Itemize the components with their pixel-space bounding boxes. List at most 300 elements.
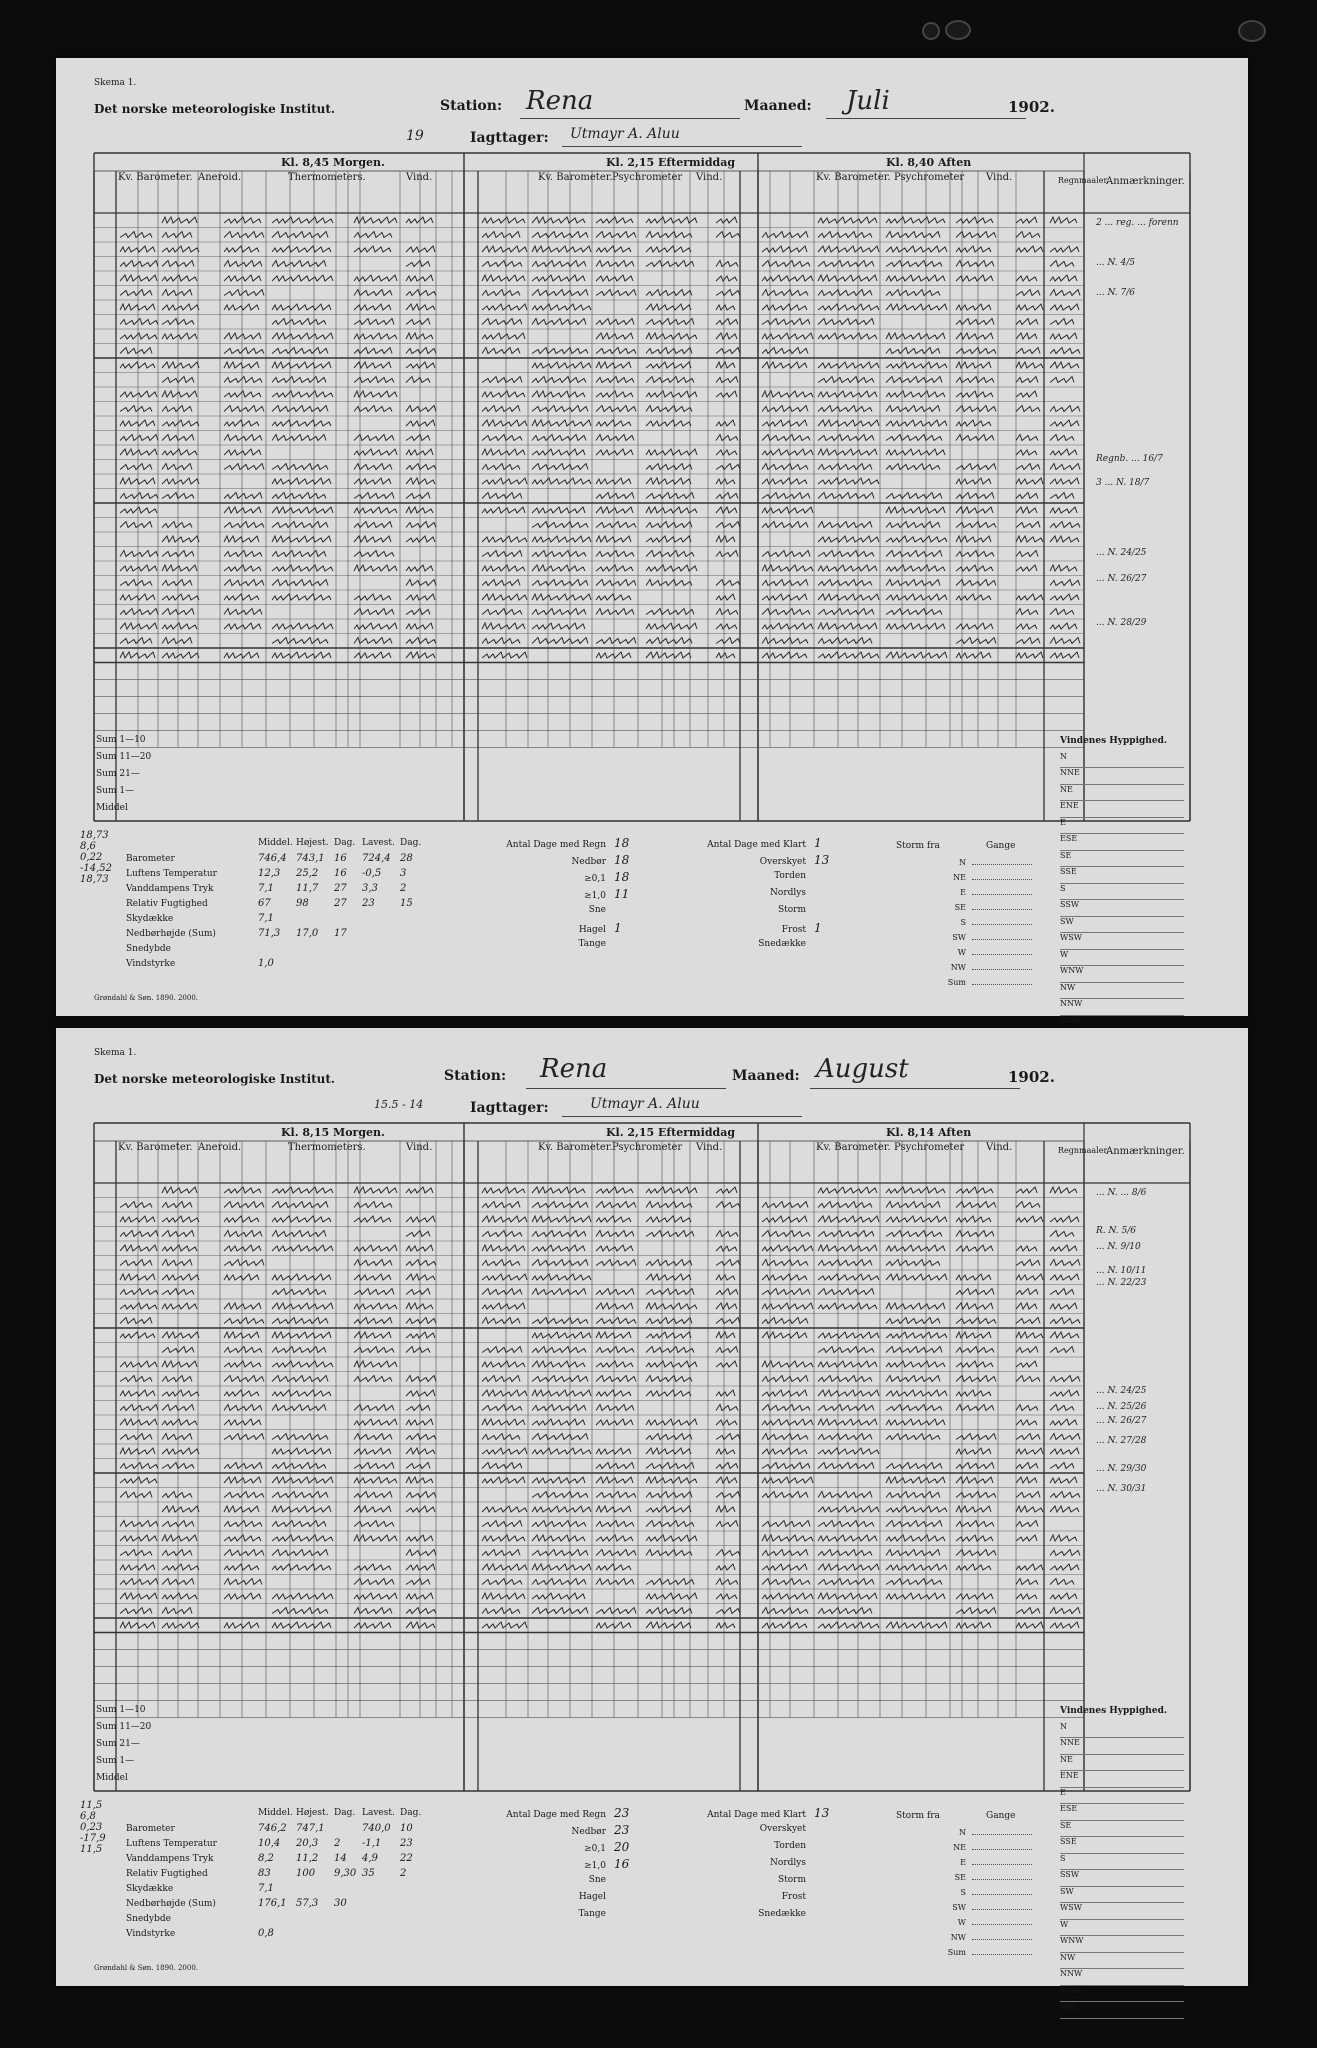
col-vind-3: Vind.	[986, 1142, 1013, 1153]
storm-direction: S	[960, 1888, 966, 1897]
summary-value: 7,1	[258, 1883, 274, 1894]
count-label: Torden	[774, 1841, 806, 1851]
col-remarks: Anmærkninger.	[1106, 1146, 1185, 1157]
count-row	[676, 1806, 854, 1823]
wind-frequency-table	[1060, 1706, 1184, 2019]
summary-label: Skydække	[126, 1884, 174, 1894]
summary-value: 7,1	[258, 883, 274, 894]
period-afternoon: Eftermiddag	[658, 156, 736, 169]
row-middel: Middel	[96, 1773, 128, 1783]
sum-h-dag2: Dag.	[400, 1808, 422, 1818]
summary-value: 10	[400, 1823, 413, 1834]
sum-h-dag: Dag.	[334, 1808, 356, 1818]
count-label: ≥0,1	[584, 1844, 606, 1854]
summary-row	[126, 1913, 456, 1928]
count-value: 18	[614, 870, 630, 884]
form-number: Skema 1.	[94, 1048, 137, 1058]
wind-direction: S	[1060, 1853, 1066, 1863]
summary-label: Skydække	[126, 914, 174, 924]
summary-value: 740,0	[362, 1823, 391, 1834]
remark: ... N. 22/23	[1096, 1278, 1147, 1288]
storm-counts	[896, 840, 1032, 992]
count-row	[476, 938, 654, 955]
sum-h-lavest: Lavest.	[362, 838, 395, 848]
wind-direction: WNW	[1060, 1936, 1084, 1945]
remark: ... N. 25/26	[1096, 1402, 1147, 1412]
summary-row	[126, 1868, 456, 1883]
wind-frequency-title: Vindenes Hyppighed.	[1060, 1706, 1168, 1716]
calc-line: 0,22	[80, 852, 103, 863]
remark: ... N. ... 8/6	[1096, 1188, 1147, 1198]
storm-direction: SW	[952, 1903, 966, 1912]
summary-value: 67	[258, 898, 271, 909]
rain-day-counts	[476, 836, 654, 955]
count-row	[676, 887, 854, 904]
observer-value: Utmayr A. Aluu	[590, 1096, 700, 1112]
wind-direction: E	[1060, 817, 1066, 827]
sum-h-hojest: Højest.	[296, 1808, 329, 1818]
summary-value: 2	[400, 883, 407, 894]
count-label: Sne	[588, 1875, 606, 1885]
year-value: 1902.	[1008, 1068, 1055, 1086]
wind-direction: W	[1060, 949, 1069, 959]
wind-direction: NNE	[1060, 768, 1080, 777]
wind-direction: SE	[1060, 1820, 1072, 1830]
count-label: Snedække	[758, 939, 806, 949]
summary-value: -0,5	[362, 868, 382, 879]
calc-line: 11,5	[80, 1844, 103, 1855]
wind-direction: ENE	[1060, 801, 1079, 810]
period-kl-afternoon: Kl. 2,15	[606, 156, 655, 169]
storm-direction: N	[959, 1828, 966, 1837]
wind-frequency-table	[1060, 736, 1184, 1049]
count-label: Nordlys	[770, 888, 806, 898]
count-row	[676, 836, 854, 853]
storm-direction: E	[960, 1858, 966, 1867]
col-psychrometer-2: Psychrometer	[612, 172, 683, 183]
storm-direction: N	[959, 858, 966, 867]
count-value: 11	[614, 887, 630, 901]
summary-value: 22	[400, 1853, 413, 1864]
count-row	[476, 853, 654, 870]
row-sum-1-10: Sum 1—10	[96, 1705, 146, 1715]
summary-value: 35	[362, 1868, 375, 1879]
summary-value: 98	[296, 898, 309, 909]
remark: ... N. 26/27	[1096, 574, 1147, 584]
count-label: ≥1,0	[584, 891, 606, 901]
storm-direction: SE	[954, 903, 966, 912]
wind-direction: WSW	[1060, 933, 1082, 942]
summary-value: 17	[334, 928, 347, 939]
period-morning: Morgen.	[333, 1126, 385, 1139]
col-barometer-3: Kv. Barometer.	[816, 172, 891, 183]
count-row	[476, 1840, 654, 1857]
summary-label: Luftens Temperatur	[126, 869, 217, 879]
observer-label: Iagttager:	[470, 130, 549, 146]
storm-direction: Sum	[947, 1948, 966, 1957]
count-row	[476, 1823, 654, 1840]
storm-counts	[896, 1810, 1032, 1962]
row-sum-11-20: Sum 11—20	[96, 1722, 152, 1732]
summary-value: 3	[400, 868, 407, 879]
col-barometer: Kv. Barometer.	[118, 1142, 193, 1153]
month-label: Maaned:	[744, 98, 812, 114]
observation-table	[94, 153, 1190, 821]
summary-label: Vanddampens Tryk	[126, 884, 214, 894]
col-aneroid: Aneroid.	[198, 172, 242, 183]
remark: ... N. 24/25	[1096, 548, 1147, 558]
col-psychrometer-3: Psychrometer	[894, 1142, 965, 1153]
count-label: Nedbør	[571, 1827, 606, 1837]
count-label: Overskyet	[759, 1824, 806, 1834]
count-label: ≥1,0	[584, 1861, 606, 1871]
wind-direction: Sum	[1060, 2002, 1079, 2011]
count-row	[676, 1891, 854, 1908]
summary-value: 11,2	[296, 1853, 319, 1864]
summary-value: 746,2	[258, 1823, 287, 1834]
wind-direction: SSW	[1060, 900, 1080, 909]
period-evening: Aften	[938, 156, 972, 169]
summary-value: 746,4	[258, 853, 287, 864]
summary-value: 176,1	[258, 1898, 287, 1909]
summary-value: 16	[334, 853, 347, 864]
count-row	[476, 887, 654, 904]
count-value: 16	[614, 1857, 630, 1871]
summary-label: Luftens Temperatur	[126, 1839, 217, 1849]
col-thermometers: Thermometers.	[288, 172, 366, 183]
station-label: Station:	[444, 1068, 507, 1084]
register-sheet-august	[56, 1028, 1248, 2011]
count-label: Tange	[578, 939, 606, 949]
station-value: Rena	[526, 86, 594, 116]
count-row	[676, 1823, 854, 1840]
storm-direction: SE	[954, 1873, 966, 1882]
month-label: Maaned:	[732, 1068, 800, 1084]
count-row	[676, 853, 854, 870]
binder-hole	[922, 22, 940, 40]
wind-direction: WNW	[1060, 966, 1084, 975]
sum-h-dag: Dag.	[334, 838, 356, 848]
count-row	[476, 836, 654, 853]
summary-label: Nedbørhøjde (Sum)	[126, 929, 216, 939]
count-row	[676, 1857, 854, 1874]
binder-hole	[1238, 20, 1266, 42]
remark: R. N. 5/6	[1096, 1226, 1137, 1236]
summary-row	[126, 913, 456, 928]
summary-value: 1,0	[258, 958, 274, 969]
wind-direction: Stille	[1060, 1985, 1082, 1995]
summary-value: 747,1	[296, 1823, 325, 1834]
count-row	[676, 1840, 854, 1857]
sum-h-middel: Middel.	[258, 838, 293, 848]
summary-value: 8,2	[258, 1853, 274, 1864]
count-label: Sne	[588, 905, 606, 915]
summary-row	[126, 1823, 456, 1838]
count-value: 1	[814, 836, 822, 850]
wind-direction: NE	[1060, 1754, 1073, 1764]
col-regn: Regnmaaler.	[1058, 176, 1109, 185]
calc-line: 6,8	[80, 1811, 96, 1822]
observer-number: 19	[406, 128, 424, 144]
wind-direction: E	[1060, 1787, 1066, 1797]
storm-direction: NW	[950, 1933, 966, 1942]
sky-day-counts	[676, 1806, 854, 1925]
calc-line: -14,52	[80, 863, 113, 874]
col-barometer-2: Kv. Barometer.	[538, 1142, 613, 1153]
wind-direction: ESE	[1060, 1804, 1078, 1813]
storm-title: Storm fra	[896, 841, 940, 851]
count-label: Antal Dage med Regn	[506, 1810, 606, 1820]
remark: 3 ... N. 18/7	[1096, 478, 1150, 488]
count-label: Antal Dage med Klart	[707, 840, 806, 850]
summary-value: 0,8	[258, 1928, 274, 1939]
remark: ... N. 26/27	[1096, 1416, 1147, 1426]
remark: ... N. 29/30	[1096, 1464, 1147, 1474]
summary-value: 14	[334, 1853, 347, 1864]
observer-number: 15.5 - 14	[374, 1098, 424, 1111]
summary-value: 25,2	[296, 868, 319, 879]
summary-label: Vindstyrke	[126, 959, 176, 969]
summary-value: 2	[334, 1838, 341, 1849]
count-label: Antal Dage med Regn	[506, 840, 606, 850]
wind-direction: N	[1060, 751, 1067, 761]
summary-value: 12,3	[258, 868, 281, 879]
remark: ... N. 30/31	[1096, 1484, 1147, 1494]
summary-value: -1,1	[362, 1838, 382, 1849]
count-label: Nordlys	[770, 1858, 806, 1868]
count-label: ≥0,1	[584, 874, 606, 884]
wind-direction: SE	[1060, 850, 1072, 860]
summary-value: 4,9	[362, 1853, 378, 1864]
calc-line: -17,9	[80, 1833, 106, 1844]
wind-direction: NE	[1060, 784, 1073, 794]
count-row	[476, 1857, 654, 1874]
wind-direction: NNE	[1060, 1738, 1080, 1747]
storm-gange: Gange	[986, 841, 1016, 851]
wind-direction: NNW	[1060, 1969, 1083, 1978]
storm-direction: NE	[953, 1843, 966, 1852]
col-aneroid: Aneroid.	[198, 1142, 242, 1153]
storm-direction: S	[960, 918, 966, 927]
period-afternoon: Eftermiddag	[658, 1126, 736, 1139]
summary-row	[126, 1928, 456, 1943]
month-value: Juli	[846, 86, 890, 116]
storm-gange: Gange	[986, 1811, 1016, 1821]
count-label: Snedække	[758, 1909, 806, 1919]
summary-value: 27	[334, 898, 347, 909]
summary-label: Relativ Fugtighed	[126, 899, 208, 909]
count-row	[476, 870, 654, 887]
row-sum-1: Sum 1—	[96, 1756, 135, 1766]
summary-row	[126, 928, 456, 943]
observation-table	[94, 1123, 1190, 1791]
col-vind: Vind.	[406, 1142, 433, 1153]
count-label: Torden	[774, 871, 806, 881]
remark: ... N. 4/5	[1096, 258, 1135, 268]
summary-row	[126, 1853, 456, 1868]
summary-label: Relativ Fugtighed	[126, 1869, 208, 1879]
storm-direction: W	[957, 1918, 966, 1927]
remark: ... N. 10/11	[1096, 1266, 1147, 1276]
summary-value: 16	[334, 868, 347, 879]
summary-value: 15	[400, 898, 413, 909]
summary-value: 17,0	[296, 928, 319, 939]
observer-label: Iagttager:	[470, 1100, 549, 1116]
summary-value: 2	[400, 1868, 407, 1879]
summary-value: 71,3	[258, 928, 281, 939]
summary-value: 23	[400, 1838, 413, 1849]
count-row	[676, 1874, 854, 1891]
wind-direction: NW	[1060, 1952, 1076, 1962]
remark: 2 ... reg. ... forenn	[1096, 218, 1179, 228]
summary-value: 743,1	[296, 853, 325, 864]
col-remarks: Anmærkninger.	[1106, 176, 1185, 187]
storm-direction: E	[960, 888, 966, 897]
summary-value: 100	[296, 1868, 316, 1879]
printer-imprint: Grøndahl & Søn. 1890. 2000.	[94, 1964, 199, 1972]
period-kl-morning: Kl. 8,15	[281, 1126, 330, 1139]
summary-row	[126, 853, 456, 868]
storm-direction: Sum	[947, 978, 966, 987]
col-barometer: Kv. Barometer.	[118, 172, 193, 183]
col-vind: Vind.	[406, 172, 433, 183]
calc-line: 18,73	[80, 874, 109, 885]
col-regn: Regnmaaler.	[1058, 1146, 1109, 1155]
storm-direction: W	[957, 948, 966, 957]
station-value: Rena	[540, 1054, 608, 1084]
count-label: Tange	[578, 1909, 606, 1919]
count-label: Antal Dage med Klart	[707, 1810, 806, 1820]
summary-label: Vindstyrke	[126, 1929, 176, 1939]
count-row	[476, 1891, 654, 1908]
rain-day-counts	[476, 1806, 654, 1925]
summary-value: 7,1	[258, 913, 274, 924]
row-sum-21: Sum 21—	[96, 769, 140, 779]
remark: ... N. 24/25	[1096, 1386, 1147, 1396]
count-label: Hagel	[578, 925, 606, 935]
summary-row	[126, 958, 456, 973]
summary-label: Nedbørhøjde (Sum)	[126, 1899, 216, 1909]
summary-label: Vanddampens Tryk	[126, 1854, 214, 1864]
summary-value: 83	[258, 1868, 271, 1879]
summary-row	[126, 898, 456, 913]
summary-label: Barometer	[126, 1824, 175, 1834]
col-psychrometer-3: Psychrometer	[894, 172, 965, 183]
institute-name: Det norske meteorologiske Institut.	[94, 1072, 336, 1086]
row-sum-11-20: Sum 11—20	[96, 752, 152, 762]
count-value: 18	[614, 853, 630, 867]
count-value: 1	[614, 921, 622, 935]
wind-direction: NW	[1060, 982, 1076, 992]
storm-direction: SW	[952, 933, 966, 942]
count-row	[676, 870, 854, 887]
month-value: August	[816, 1054, 909, 1084]
period-kl-morning: Kl. 8,45	[281, 156, 330, 169]
wind-direction: ESE	[1060, 834, 1078, 843]
wind-direction: NNW	[1060, 999, 1083, 1008]
summary-value: 23	[362, 898, 375, 909]
sky-day-counts	[676, 836, 854, 955]
col-vind-2: Vind.	[696, 172, 723, 183]
sum-h-middel: Middel.	[258, 1808, 293, 1818]
count-row	[676, 1908, 854, 1925]
form-number: Skema 1.	[94, 78, 137, 88]
count-label: Storm	[777, 905, 806, 915]
row-sum-1: Sum 1—	[96, 786, 135, 796]
calc-line: 18,73	[80, 830, 109, 841]
count-row	[476, 921, 654, 938]
count-label: Storm	[777, 1875, 806, 1885]
year-value: 1902.	[1008, 98, 1055, 116]
period-kl-evening: Kl. 8,40	[886, 156, 935, 169]
count-row	[676, 938, 854, 955]
col-vind-2: Vind.	[696, 1142, 723, 1153]
remark: ... N. 7/6	[1096, 288, 1135, 298]
count-value: 13	[814, 853, 830, 867]
storm-direction: NW	[950, 963, 966, 972]
wind-direction: SSE	[1060, 867, 1077, 876]
side-calculation	[80, 830, 112, 885]
count-row	[676, 904, 854, 921]
wind-direction: Stille	[1060, 1015, 1082, 1025]
summary-row	[126, 943, 456, 958]
summary-value: 28	[400, 853, 413, 864]
wind-direction: SW	[1060, 916, 1074, 926]
period-kl-evening: Kl. 8,14	[886, 1126, 935, 1139]
summary-row	[126, 1898, 456, 1913]
wind-direction: SSW	[1060, 1870, 1080, 1879]
sum-h-hojest: Højest.	[296, 838, 329, 848]
remark: Regnb. ... 16/7	[1096, 454, 1163, 464]
storm-title: Storm fra	[896, 1811, 940, 1821]
period-kl-afternoon: Kl. 2,15	[606, 1126, 655, 1139]
wind-direction: ENE	[1060, 1771, 1079, 1780]
storm-direction: NE	[953, 873, 966, 882]
count-row	[476, 1908, 654, 1925]
binder-hole	[945, 20, 971, 40]
summary-value: 30	[334, 1898, 347, 1909]
summary-label: Snedybde	[126, 1914, 171, 1924]
wind-direction: N	[1060, 1721, 1067, 1731]
count-row	[476, 904, 654, 921]
period-evening: Aften	[938, 1126, 972, 1139]
summary-label: Barometer	[126, 854, 175, 864]
count-value: 13	[814, 1806, 830, 1820]
calc-line: 11,5	[80, 1800, 103, 1811]
wind-direction: W	[1060, 1919, 1069, 1929]
count-value: 23	[614, 1806, 630, 1820]
observer-value: Utmayr A. Aluu	[570, 126, 680, 142]
station-label: Station:	[440, 98, 503, 114]
register-sheet-july	[56, 58, 1248, 1025]
col-barometer-3: Kv. Barometer.	[816, 1142, 891, 1153]
summary-value: 724,4	[362, 853, 391, 864]
wind-direction: WSW	[1060, 1903, 1082, 1912]
wind-direction: S	[1060, 883, 1066, 893]
count-row	[476, 1874, 654, 1891]
summary-row	[126, 868, 456, 883]
summary-value: 11,7	[296, 883, 319, 894]
summary-value: 57,3	[296, 1898, 319, 1909]
remark: ... N. 9/10	[1096, 1242, 1141, 1252]
sum-h-dag2: Dag.	[400, 838, 422, 848]
summary-row	[126, 883, 456, 898]
col-vind-3: Vind.	[986, 172, 1013, 183]
row-sum-1-10: Sum 1—10	[96, 735, 146, 745]
col-psychrometer-2: Psychrometer	[612, 1142, 683, 1153]
count-row	[676, 921, 854, 938]
wind-frequency-title: Vindenes Hyppighed.	[1060, 736, 1168, 746]
